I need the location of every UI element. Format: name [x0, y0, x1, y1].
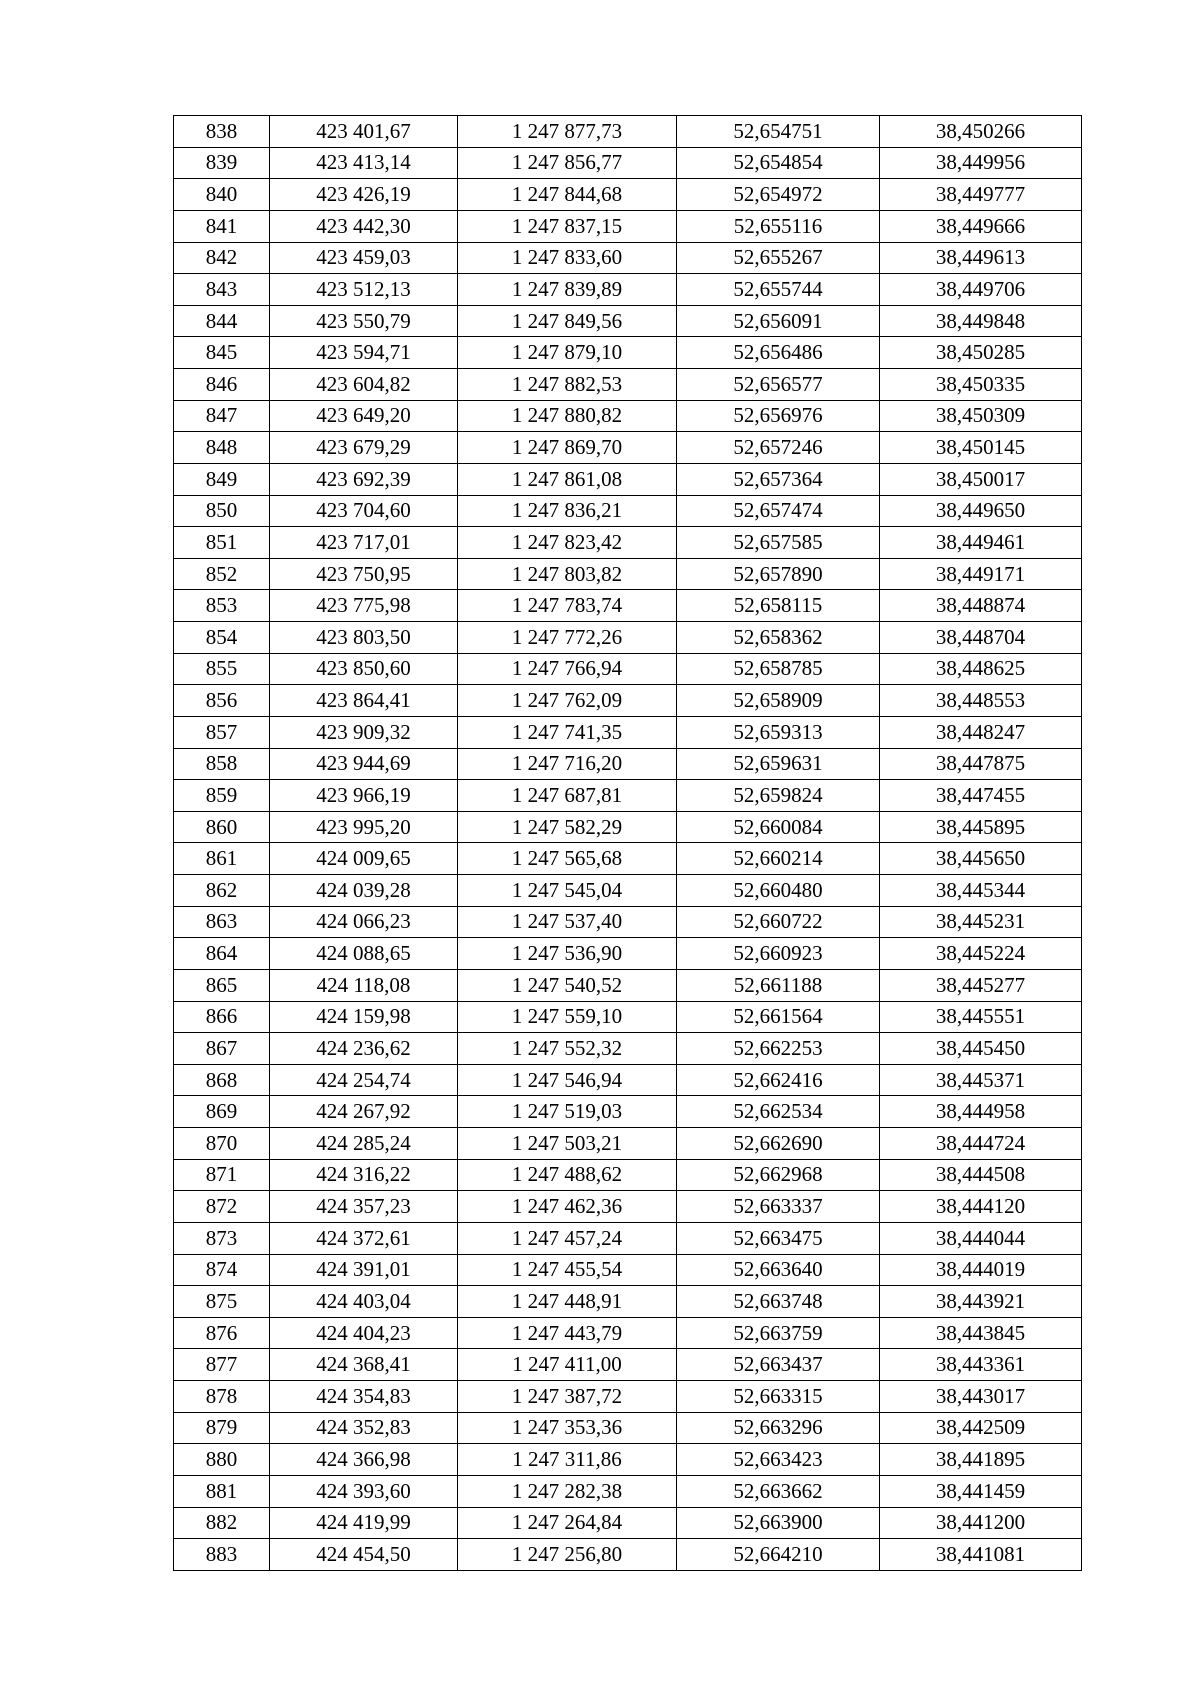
y-coordinate-cell: 1 247 837,15	[458, 210, 677, 242]
point-number-cell: 844	[174, 305, 270, 337]
coordinates-table	[173, 115, 1082, 1571]
longitude-cell: 38,445450	[880, 1033, 1082, 1065]
point-number-cell: 869	[174, 1096, 270, 1128]
longitude-cell: 38,449777	[880, 179, 1082, 211]
latitude-cell: 52,658362	[677, 622, 880, 654]
latitude-cell: 52,663437	[677, 1349, 880, 1381]
point-number-cell: 859	[174, 780, 270, 812]
point-number-cell: 867	[174, 1033, 270, 1065]
point-number-cell: 866	[174, 1001, 270, 1033]
latitude-cell: 52,663640	[677, 1254, 880, 1286]
y-coordinate-cell: 1 247 882,53	[458, 369, 677, 401]
y-coordinate-cell: 1 247 488,62	[458, 1159, 677, 1191]
x-coordinate-cell: 423 944,69	[270, 748, 458, 780]
table-row	[174, 1317, 1082, 1349]
y-coordinate-cell: 1 247 411,00	[458, 1349, 677, 1381]
point-number-cell: 854	[174, 622, 270, 654]
longitude-cell: 38,450335	[880, 369, 1082, 401]
latitude-cell: 52,654972	[677, 179, 880, 211]
point-number-cell: 849	[174, 463, 270, 495]
point-number-cell: 856	[174, 685, 270, 717]
table-row	[174, 1254, 1082, 1286]
table-row	[174, 875, 1082, 907]
latitude-cell: 52,655116	[677, 210, 880, 242]
y-coordinate-cell: 1 247 503,21	[458, 1128, 677, 1160]
x-coordinate-cell: 423 966,19	[270, 780, 458, 812]
longitude-cell: 38,445344	[880, 875, 1082, 907]
longitude-cell: 38,449956	[880, 147, 1082, 179]
latitude-cell: 52,662968	[677, 1159, 880, 1191]
longitude-cell: 38,441200	[880, 1507, 1082, 1539]
x-coordinate-cell: 424 039,28	[270, 875, 458, 907]
longitude-cell: 38,448874	[880, 590, 1082, 622]
x-coordinate-cell: 423 459,03	[270, 242, 458, 274]
x-coordinate-cell: 423 413,14	[270, 147, 458, 179]
y-coordinate-cell: 1 247 833,60	[458, 242, 677, 274]
latitude-cell: 52,658115	[677, 590, 880, 622]
point-number-cell: 883	[174, 1539, 270, 1571]
longitude-cell: 38,448247	[880, 716, 1082, 748]
y-coordinate-cell: 1 247 455,54	[458, 1254, 677, 1286]
x-coordinate-cell: 424 419,99	[270, 1507, 458, 1539]
latitude-cell: 52,663759	[677, 1317, 880, 1349]
longitude-cell: 38,448625	[880, 653, 1082, 685]
y-coordinate-cell: 1 247 537,40	[458, 906, 677, 938]
latitude-cell: 52,659313	[677, 716, 880, 748]
latitude-cell: 52,656976	[677, 400, 880, 432]
point-number-cell: 878	[174, 1381, 270, 1413]
y-coordinate-cell: 1 247 282,38	[458, 1475, 677, 1507]
table-row	[174, 590, 1082, 622]
point-number-cell: 858	[174, 748, 270, 780]
longitude-cell: 38,448553	[880, 685, 1082, 717]
longitude-cell: 38,443921	[880, 1286, 1082, 1318]
x-coordinate-cell: 424 368,41	[270, 1349, 458, 1381]
point-number-cell: 863	[174, 906, 270, 938]
y-coordinate-cell: 1 247 540,52	[458, 969, 677, 1001]
y-coordinate-cell: 1 247 546,94	[458, 1064, 677, 1096]
point-number-cell: 848	[174, 432, 270, 464]
table-row	[174, 305, 1082, 337]
point-number-cell: 842	[174, 242, 270, 274]
longitude-cell: 38,445224	[880, 938, 1082, 970]
table-row	[174, 210, 1082, 242]
x-coordinate-cell: 424 454,50	[270, 1539, 458, 1571]
longitude-cell: 38,441895	[880, 1444, 1082, 1476]
latitude-cell: 52,657246	[677, 432, 880, 464]
y-coordinate-cell: 1 247 552,32	[458, 1033, 677, 1065]
point-number-cell: 880	[174, 1444, 270, 1476]
x-coordinate-cell: 423 750,95	[270, 558, 458, 590]
point-number-cell: 874	[174, 1254, 270, 1286]
x-coordinate-cell: 423 442,30	[270, 210, 458, 242]
longitude-cell: 38,445650	[880, 843, 1082, 875]
point-number-cell: 843	[174, 274, 270, 306]
y-coordinate-cell: 1 247 741,35	[458, 716, 677, 748]
table-row	[174, 1001, 1082, 1033]
x-coordinate-cell: 424 118,08	[270, 969, 458, 1001]
y-coordinate-cell: 1 247 536,90	[458, 938, 677, 970]
point-number-cell: 860	[174, 811, 270, 843]
longitude-cell: 38,445895	[880, 811, 1082, 843]
latitude-cell: 52,658785	[677, 653, 880, 685]
point-number-cell: 872	[174, 1191, 270, 1223]
longitude-cell: 38,444958	[880, 1096, 1082, 1128]
table-row	[174, 843, 1082, 875]
x-coordinate-cell: 423 649,20	[270, 400, 458, 432]
y-coordinate-cell: 1 247 766,94	[458, 653, 677, 685]
latitude-cell: 52,660214	[677, 843, 880, 875]
latitude-cell: 52,662416	[677, 1064, 880, 1096]
y-coordinate-cell: 1 247 462,36	[458, 1191, 677, 1223]
point-number-cell: 882	[174, 1507, 270, 1539]
latitude-cell: 52,657364	[677, 463, 880, 495]
longitude-cell: 38,449706	[880, 274, 1082, 306]
x-coordinate-cell: 424 066,23	[270, 906, 458, 938]
longitude-cell: 38,442509	[880, 1412, 1082, 1444]
y-coordinate-cell: 1 247 264,84	[458, 1507, 677, 1539]
table-row	[174, 1507, 1082, 1539]
table-row	[174, 1539, 1082, 1571]
longitude-cell: 38,448704	[880, 622, 1082, 654]
x-coordinate-cell: 423 679,29	[270, 432, 458, 464]
latitude-cell: 52,658909	[677, 685, 880, 717]
table-row	[174, 748, 1082, 780]
table-row	[174, 147, 1082, 179]
latitude-cell: 52,656577	[677, 369, 880, 401]
x-coordinate-cell: 423 775,98	[270, 590, 458, 622]
longitude-cell: 38,449171	[880, 558, 1082, 590]
point-number-cell: 876	[174, 1317, 270, 1349]
latitude-cell: 52,663337	[677, 1191, 880, 1223]
longitude-cell: 38,441459	[880, 1475, 1082, 1507]
point-number-cell: 879	[174, 1412, 270, 1444]
longitude-cell: 38,441081	[880, 1539, 1082, 1571]
point-number-cell: 875	[174, 1286, 270, 1318]
x-coordinate-cell: 424 352,83	[270, 1412, 458, 1444]
x-coordinate-cell: 424 393,60	[270, 1475, 458, 1507]
table-row	[174, 527, 1082, 559]
x-coordinate-cell: 423 401,67	[270, 116, 458, 148]
longitude-cell: 38,447455	[880, 780, 1082, 812]
y-coordinate-cell: 1 247 762,09	[458, 685, 677, 717]
x-coordinate-cell: 424 088,65	[270, 938, 458, 970]
table-row	[174, 337, 1082, 369]
x-coordinate-cell: 424 009,65	[270, 843, 458, 875]
latitude-cell: 52,663900	[677, 1507, 880, 1539]
x-coordinate-cell: 424 236,62	[270, 1033, 458, 1065]
table-row	[174, 432, 1082, 464]
latitude-cell: 52,654751	[677, 116, 880, 148]
x-coordinate-cell: 423 604,82	[270, 369, 458, 401]
x-coordinate-cell: 424 366,98	[270, 1444, 458, 1476]
table-row	[174, 780, 1082, 812]
table-row	[174, 400, 1082, 432]
point-number-cell: 857	[174, 716, 270, 748]
y-coordinate-cell: 1 247 387,72	[458, 1381, 677, 1413]
latitude-cell: 52,655267	[677, 242, 880, 274]
latitude-cell: 52,659824	[677, 780, 880, 812]
longitude-cell: 38,445551	[880, 1001, 1082, 1033]
table-row	[174, 1444, 1082, 1476]
x-coordinate-cell: 424 285,24	[270, 1128, 458, 1160]
x-coordinate-cell: 423 717,01	[270, 527, 458, 559]
latitude-cell: 52,663423	[677, 1444, 880, 1476]
y-coordinate-cell: 1 247 856,77	[458, 147, 677, 179]
y-coordinate-cell: 1 247 443,79	[458, 1317, 677, 1349]
latitude-cell: 52,661188	[677, 969, 880, 1001]
point-number-cell: 845	[174, 337, 270, 369]
coordinates-table-body	[174, 116, 1082, 1571]
table-row	[174, 1159, 1082, 1191]
table-row	[174, 653, 1082, 685]
table-row	[174, 811, 1082, 843]
table-row	[174, 1033, 1082, 1065]
latitude-cell: 52,663662	[677, 1475, 880, 1507]
latitude-cell: 52,662690	[677, 1128, 880, 1160]
latitude-cell: 52,657890	[677, 558, 880, 590]
y-coordinate-cell: 1 247 803,82	[458, 558, 677, 590]
y-coordinate-cell: 1 247 565,68	[458, 843, 677, 875]
y-coordinate-cell: 1 247 559,10	[458, 1001, 677, 1033]
longitude-cell: 38,445371	[880, 1064, 1082, 1096]
x-coordinate-cell: 424 267,92	[270, 1096, 458, 1128]
x-coordinate-cell: 423 594,71	[270, 337, 458, 369]
point-number-cell: 871	[174, 1159, 270, 1191]
table-row	[174, 369, 1082, 401]
x-coordinate-cell: 423 850,60	[270, 653, 458, 685]
point-number-cell: 846	[174, 369, 270, 401]
table-row	[174, 242, 1082, 274]
table-row	[174, 969, 1082, 1001]
table-row	[174, 1381, 1082, 1413]
point-number-cell: 840	[174, 179, 270, 211]
latitude-cell: 52,660923	[677, 938, 880, 970]
x-coordinate-cell: 424 159,98	[270, 1001, 458, 1033]
x-coordinate-cell: 423 909,32	[270, 716, 458, 748]
latitude-cell: 52,656091	[677, 305, 880, 337]
longitude-cell: 38,449848	[880, 305, 1082, 337]
longitude-cell: 38,447875	[880, 748, 1082, 780]
longitude-cell: 38,445277	[880, 969, 1082, 1001]
latitude-cell: 52,661564	[677, 1001, 880, 1033]
longitude-cell: 38,449461	[880, 527, 1082, 559]
y-coordinate-cell: 1 247 256,80	[458, 1539, 677, 1571]
point-number-cell: 839	[174, 147, 270, 179]
y-coordinate-cell: 1 247 836,21	[458, 495, 677, 527]
point-number-cell: 861	[174, 843, 270, 875]
point-number-cell: 847	[174, 400, 270, 432]
table-row	[174, 495, 1082, 527]
x-coordinate-cell: 424 357,23	[270, 1191, 458, 1223]
point-number-cell: 841	[174, 210, 270, 242]
y-coordinate-cell: 1 247 849,56	[458, 305, 677, 337]
longitude-cell: 38,449613	[880, 242, 1082, 274]
y-coordinate-cell: 1 247 839,89	[458, 274, 677, 306]
table-row	[174, 1349, 1082, 1381]
x-coordinate-cell: 424 316,22	[270, 1159, 458, 1191]
longitude-cell: 38,444019	[880, 1254, 1082, 1286]
longitude-cell: 38,443361	[880, 1349, 1082, 1381]
y-coordinate-cell: 1 247 880,82	[458, 400, 677, 432]
y-coordinate-cell: 1 247 879,10	[458, 337, 677, 369]
longitude-cell: 38,450309	[880, 400, 1082, 432]
x-coordinate-cell: 423 803,50	[270, 622, 458, 654]
point-number-cell: 864	[174, 938, 270, 970]
latitude-cell: 52,662534	[677, 1096, 880, 1128]
y-coordinate-cell: 1 247 448,91	[458, 1286, 677, 1318]
point-number-cell: 873	[174, 1222, 270, 1254]
y-coordinate-cell: 1 247 353,36	[458, 1412, 677, 1444]
latitude-cell: 52,662253	[677, 1033, 880, 1065]
point-number-cell: 852	[174, 558, 270, 590]
point-number-cell: 862	[174, 875, 270, 907]
latitude-cell: 52,656486	[677, 337, 880, 369]
y-coordinate-cell: 1 247 772,26	[458, 622, 677, 654]
table-row	[174, 685, 1082, 717]
point-number-cell: 838	[174, 116, 270, 148]
longitude-cell: 38,450285	[880, 337, 1082, 369]
y-coordinate-cell: 1 247 687,81	[458, 780, 677, 812]
latitude-cell: 52,659631	[677, 748, 880, 780]
y-coordinate-cell: 1 247 877,73	[458, 116, 677, 148]
y-coordinate-cell: 1 247 582,29	[458, 811, 677, 843]
latitude-cell: 52,664210	[677, 1539, 880, 1571]
table-row	[174, 1191, 1082, 1223]
table-row	[174, 1096, 1082, 1128]
y-coordinate-cell: 1 247 545,04	[458, 875, 677, 907]
y-coordinate-cell: 1 247 869,70	[458, 432, 677, 464]
longitude-cell: 38,450017	[880, 463, 1082, 495]
longitude-cell: 38,444508	[880, 1159, 1082, 1191]
longitude-cell: 38,450266	[880, 116, 1082, 148]
table-row	[174, 1128, 1082, 1160]
point-number-cell: 881	[174, 1475, 270, 1507]
latitude-cell: 52,663296	[677, 1412, 880, 1444]
table-row	[174, 116, 1082, 148]
table-row	[174, 463, 1082, 495]
table-row	[174, 1475, 1082, 1507]
x-coordinate-cell: 423 512,13	[270, 274, 458, 306]
point-number-cell: 855	[174, 653, 270, 685]
table-row	[174, 1286, 1082, 1318]
latitude-cell: 52,660722	[677, 906, 880, 938]
latitude-cell: 52,655744	[677, 274, 880, 306]
x-coordinate-cell: 424 372,61	[270, 1222, 458, 1254]
longitude-cell: 38,443017	[880, 1381, 1082, 1413]
longitude-cell: 38,445231	[880, 906, 1082, 938]
x-coordinate-cell: 423 704,60	[270, 495, 458, 527]
latitude-cell: 52,663315	[677, 1381, 880, 1413]
x-coordinate-cell: 423 692,39	[270, 463, 458, 495]
table-row	[174, 1412, 1082, 1444]
point-number-cell: 865	[174, 969, 270, 1001]
y-coordinate-cell: 1 247 783,74	[458, 590, 677, 622]
y-coordinate-cell: 1 247 519,03	[458, 1096, 677, 1128]
latitude-cell: 52,663748	[677, 1286, 880, 1318]
y-coordinate-cell: 1 247 716,20	[458, 748, 677, 780]
x-coordinate-cell: 424 254,74	[270, 1064, 458, 1096]
x-coordinate-cell: 423 864,41	[270, 685, 458, 717]
x-coordinate-cell: 424 391,01	[270, 1254, 458, 1286]
table-row	[174, 906, 1082, 938]
latitude-cell: 52,663475	[677, 1222, 880, 1254]
table-row	[174, 938, 1082, 970]
table-row	[174, 558, 1082, 590]
longitude-cell: 38,444120	[880, 1191, 1082, 1223]
latitude-cell: 52,657585	[677, 527, 880, 559]
latitude-cell: 52,660084	[677, 811, 880, 843]
x-coordinate-cell: 423 995,20	[270, 811, 458, 843]
table-row	[174, 1064, 1082, 1096]
longitude-cell: 38,443845	[880, 1317, 1082, 1349]
x-coordinate-cell: 423 426,19	[270, 179, 458, 211]
y-coordinate-cell: 1 247 457,24	[458, 1222, 677, 1254]
longitude-cell: 38,444044	[880, 1222, 1082, 1254]
point-number-cell: 851	[174, 527, 270, 559]
table-row	[174, 716, 1082, 748]
x-coordinate-cell: 424 354,83	[270, 1381, 458, 1413]
table-row	[174, 1222, 1082, 1254]
point-number-cell: 850	[174, 495, 270, 527]
longitude-cell: 38,449650	[880, 495, 1082, 527]
x-coordinate-cell: 423 550,79	[270, 305, 458, 337]
point-number-cell: 870	[174, 1128, 270, 1160]
y-coordinate-cell: 1 247 861,08	[458, 463, 677, 495]
point-number-cell: 877	[174, 1349, 270, 1381]
longitude-cell: 38,450145	[880, 432, 1082, 464]
x-coordinate-cell: 424 403,04	[270, 1286, 458, 1318]
latitude-cell: 52,660480	[677, 875, 880, 907]
y-coordinate-cell: 1 247 311,86	[458, 1444, 677, 1476]
table-row	[174, 622, 1082, 654]
longitude-cell: 38,449666	[880, 210, 1082, 242]
y-coordinate-cell: 1 247 823,42	[458, 527, 677, 559]
point-number-cell: 868	[174, 1064, 270, 1096]
latitude-cell: 52,654854	[677, 147, 880, 179]
table-row	[174, 179, 1082, 211]
x-coordinate-cell: 424 404,23	[270, 1317, 458, 1349]
longitude-cell: 38,444724	[880, 1128, 1082, 1160]
point-number-cell: 853	[174, 590, 270, 622]
latitude-cell: 52,657474	[677, 495, 880, 527]
y-coordinate-cell: 1 247 844,68	[458, 179, 677, 211]
table-row	[174, 274, 1082, 306]
